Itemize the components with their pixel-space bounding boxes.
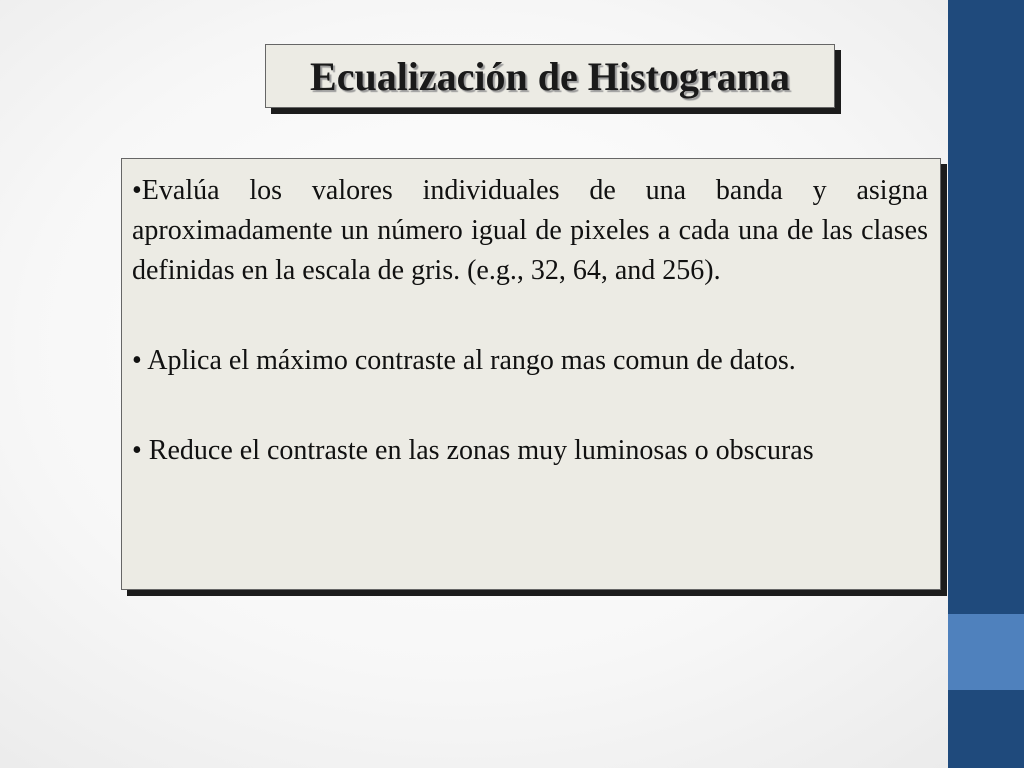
content-box xyxy=(121,158,941,590)
title-box xyxy=(265,44,835,108)
bullet-item: • Reduce el contraste en las zonas muy luminosas o obscuras xyxy=(132,435,814,466)
bullet-item: •Evalúa los valores individuales de una banda y asigna aproximadamente un número igual de pixeles a cada una de las clases definidas en la escala de gris. (e.g., 32, 64, and 256). xyxy=(132,175,928,286)
slide-title: Ecualización de Histograma xyxy=(310,53,790,99)
sidebar-accent-block xyxy=(948,614,1024,690)
bullet-item: • Aplica el máximo contraste al rango mas comun de datos. xyxy=(132,345,796,376)
